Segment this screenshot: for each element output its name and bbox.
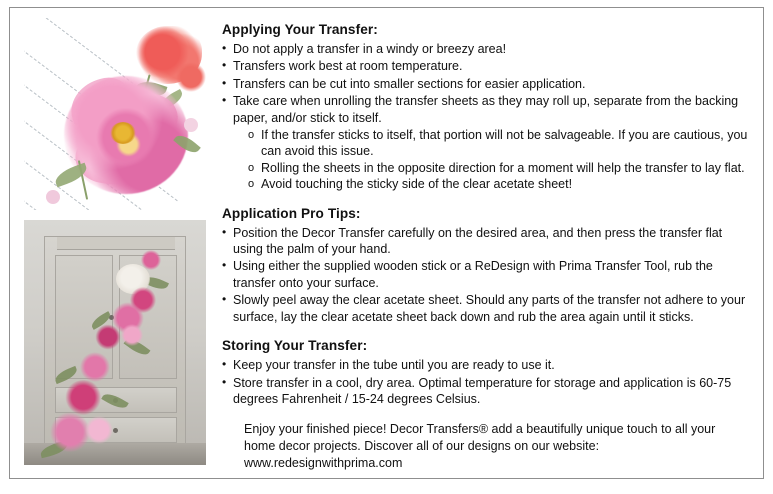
coral-flower-small bbox=[174, 62, 206, 92]
section-heading: Storing Your Transfer: bbox=[222, 338, 368, 354]
sub-bullet-list bbox=[222, 127, 752, 193]
closing-paragraph: Enjoy your finished piece! Decor Transfers® add a beautifully unique touch to all your home decor projects. Discover all of our designs on our website: www.redesignwithprima.com bbox=[244, 422, 716, 471]
flower-bud bbox=[46, 190, 60, 204]
bullet-item: • Keep your transfer in the tube until you are ready to use it. bbox=[222, 357, 752, 373]
bullet-item: • Take care when unrolling the transfer sheets as they may roll up, separate from the backing paper, and/or stick to itself. bbox=[222, 93, 752, 126]
bullet-item: • Do not apply a transfer in a windy or breezy area! bbox=[222, 41, 752, 57]
bullet-list bbox=[222, 357, 752, 407]
section-applying-your-transfer bbox=[222, 22, 752, 193]
applied-flower bbox=[120, 324, 144, 346]
sub-bullet-item: o Avoid touching the sticky side of the clear acetate sheet! bbox=[248, 176, 752, 192]
section-application-pro-tips bbox=[222, 206, 752, 325]
armoire-cornice bbox=[57, 237, 175, 250]
applied-flower bbox=[64, 380, 104, 416]
sub-bullet-item: o If the transfer sticks to itself, that portion will not be salvageable. If you are cautious, you can avoid this issue. bbox=[248, 127, 752, 160]
section-heading: Applying Your Transfer: bbox=[222, 22, 378, 37]
flower-bud bbox=[184, 118, 198, 132]
floral-transfer-artwork bbox=[24, 18, 206, 210]
section-heading: Application Pro Tips: bbox=[222, 205, 361, 221]
bullet-item: • Slowly peel away the clear acetate sheet. Should any parts of the transfer not adhere to your surface, lay the clear acetate sheet back down and rub the area again until it sticks. bbox=[222, 292, 752, 325]
bullet-item: • Transfers can be cut into smaller sections for easier application. bbox=[222, 76, 752, 92]
instruction-sheet bbox=[9, 7, 764, 479]
armoire-project-photo bbox=[24, 220, 206, 465]
sub-bullet-item: o Rolling the sheets in the opposite direction for a moment will help the transfer to lay flat. bbox=[248, 160, 752, 176]
applied-flower bbox=[78, 352, 112, 382]
section-storing-your-transfer bbox=[222, 338, 752, 407]
bullet-item: • Using either the supplied wooden stick or a ReDesign with Prima Transfer Tool, rub the transfer onto your surface. bbox=[222, 258, 752, 291]
instructions-column bbox=[222, 22, 752, 472]
bullet-list bbox=[222, 225, 752, 325]
applied-flower bbox=[84, 416, 114, 444]
applied-flower bbox=[94, 324, 122, 350]
bullet-item: • Transfers work best at room temperature. bbox=[222, 58, 752, 74]
peony-center bbox=[110, 122, 136, 144]
bullet-list bbox=[222, 41, 752, 126]
bullet-item: • Position the Decor Transfer carefully on the desired area, and then press the transfer flat using the palm of your hand. bbox=[222, 225, 752, 258]
image-column bbox=[10, 8, 206, 478]
bullet-item: • Store transfer in a cool, dry area. Optimal temperature for storage and application is 60-75 degrees Fahrenheit / 15-24 degrees Celsius. bbox=[222, 375, 752, 408]
